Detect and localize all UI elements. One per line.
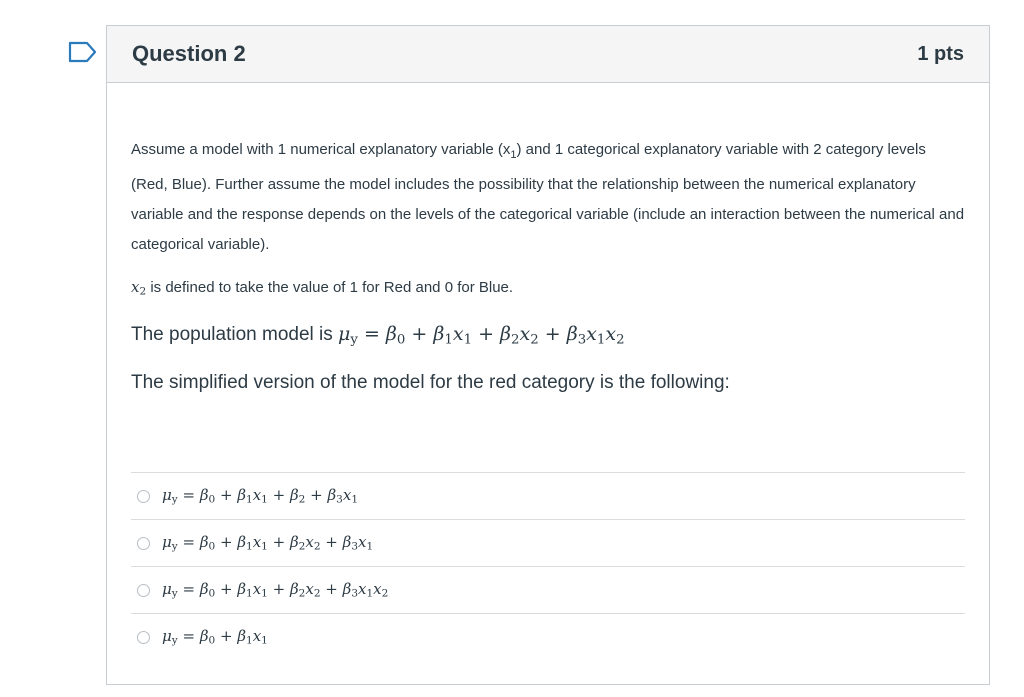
radio-icon[interactable] — [137, 537, 150, 550]
answer-option[interactable] — [131, 472, 965, 519]
question-paragraph: Assume a model with 1 numerical explanatory variable $(x_1)$ and 1 categorical explanatory variable with 2 category levels (Red, Blue). Further assume the model includes the possibility that the relationship between the numerical explanatory variable and the response depends on the levels of the categorical variable (include an interaction between the numerical and categorical variable). — [131, 141, 965, 253]
answer-option[interactable] — [131, 519, 965, 566]
radio-icon[interactable] — [137, 584, 150, 597]
answer-formula: $\mu_y = \beta_0 + \beta_1x_1 + \beta_2 + \beta_3x_1$ — [162, 486, 358, 506]
answer-formula: $\mu_y = \beta_0 + \beta_1x_1 + \beta_2x_2 + \beta_3x_1$ — [162, 533, 374, 553]
simplified-prompt: The simplified version of the model for the red category is the following: — [131, 371, 730, 393]
population-model — [131, 321, 965, 353]
population-prefix: The population model is — [131, 323, 333, 345]
question-body — [107, 135, 989, 396]
answer-list — [131, 472, 965, 660]
question-title: Question 2 — [132, 41, 246, 66]
answer-option[interactable] — [131, 613, 965, 660]
radio-icon[interactable] — [137, 490, 150, 503]
answer-formula: $\mu_y = \beta_0 + \beta_1x_1 + \beta_2x_2 + \beta_3x_1x_2$ — [162, 580, 389, 600]
answer-option[interactable] — [131, 566, 965, 613]
question-card — [106, 25, 990, 685]
answer-formula: $\mu_y = \beta_0 + \beta_1x_1$ — [162, 627, 268, 647]
question-points: 1 pts — [917, 42, 964, 65]
flag-question-icon[interactable] — [68, 41, 98, 63]
variable-definition — [131, 277, 965, 302]
question-header — [107, 26, 989, 83]
definition-variable: $x_2$ — [131, 278, 147, 298]
population-formula: $\mu_y = \beta_0 + \beta_1x_1 + \beta_2x_2 + \beta_3x_1x_2$ — [338, 322, 625, 347]
definition-text: is defined to take the value of 1 for Red and 0 for Blue. — [150, 279, 514, 296]
radio-icon[interactable] — [137, 631, 150, 644]
